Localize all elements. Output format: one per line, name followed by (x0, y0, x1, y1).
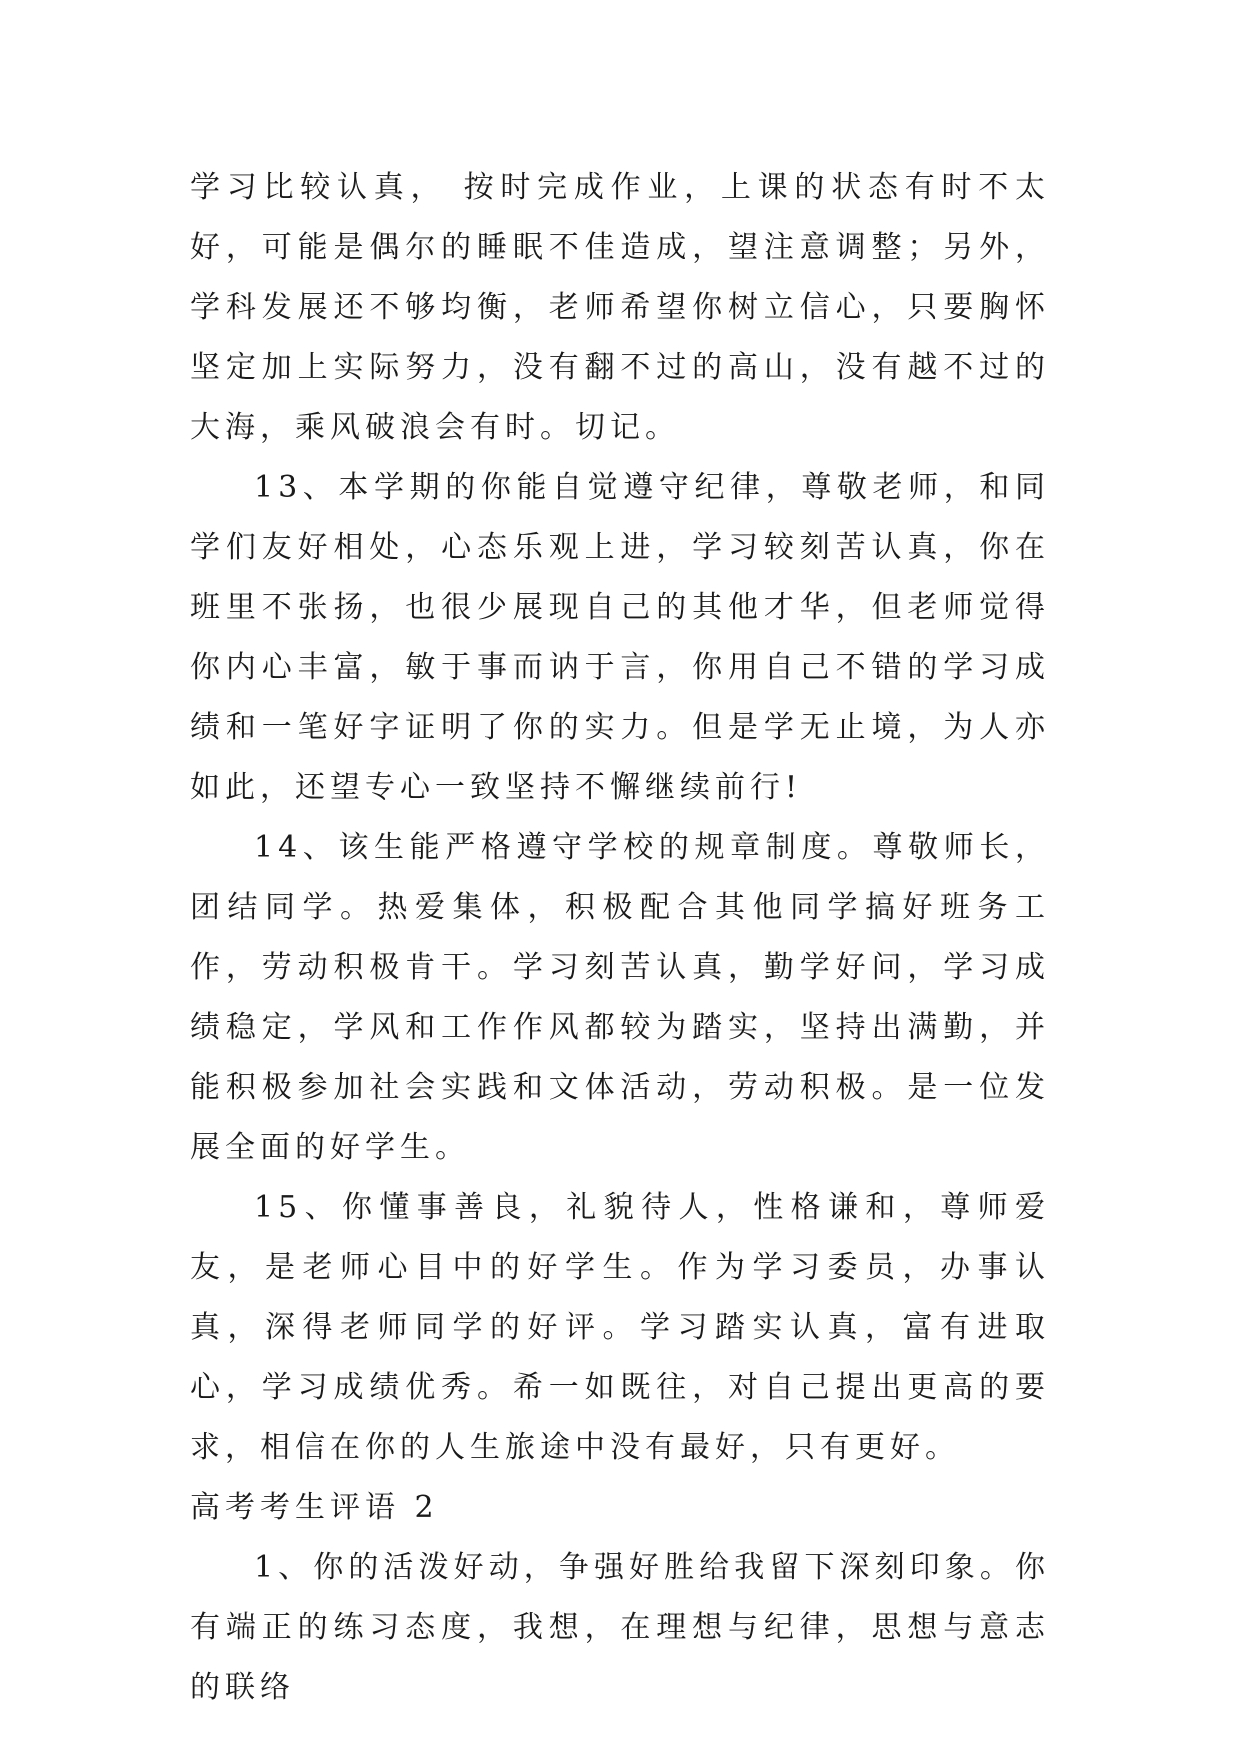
paragraph-13: 13、本学期的你能自觉遵守纪律，尊敬老师，和同学们友好相处，心态乐观上进，学习较刻苦认真，你在班里不张扬，也很少展现自己的其他才华，但老师觉得你内心丰富，敏于事而讷于言，你用自己不错的学习成绩和一笔好字证明了你的实力。但是学无止境，为人亦如此，还望专心一致坚持不懈继续前行! (190, 470, 1050, 805)
section-heading: 高考考生评语 2 (190, 1490, 439, 1525)
paragraph-1: 1、你的活泼好动，争强好胜给我留下深刻印象。你有端正的练习态度，我想，在理想与纪律，思想与意志的联络 (190, 1550, 1050, 1705)
paragraph-continuation: 学习比较认真， 按时完成作业，上课的状态有时不太好，可能是偶尔的睡眠不佳造成，望注意调整；另外，学科发展还不够均衡，老师希望你树立信心，只要胸怀坚定加上实际努力，没有翻不过的高山，没有越不过的大海，乘风破浪会有时。切记。 (190, 170, 1050, 445)
paragraph-14: 14、该生能严格遵守学校的规章制度。尊敬师长，团结同学。热爱集体，积极配合其他同学搞好班务工作，劳动积极肯干。学习刻苦认真，勤学好问，学习成绩稳定，学风和工作作风都较为踏实，坚持出满勤，并能积极参加社会实践和文体活动，劳动积极。是一位发展全面的好学生。 (190, 830, 1050, 1165)
paragraph-15: 15、你懂事善良，礼貌待人，性格谦和，尊师爱友，是老师心目中的好学生。作为学习委员，办事认真，深得老师同学的好评。学习踏实认真，富有进取心，学习成绩优秀。希一如既往，对自己提出更高的要求，相信在你的人生旅途中没有最好，只有更好。 (190, 1190, 1050, 1465)
document-body (190, 158, 1050, 1718)
